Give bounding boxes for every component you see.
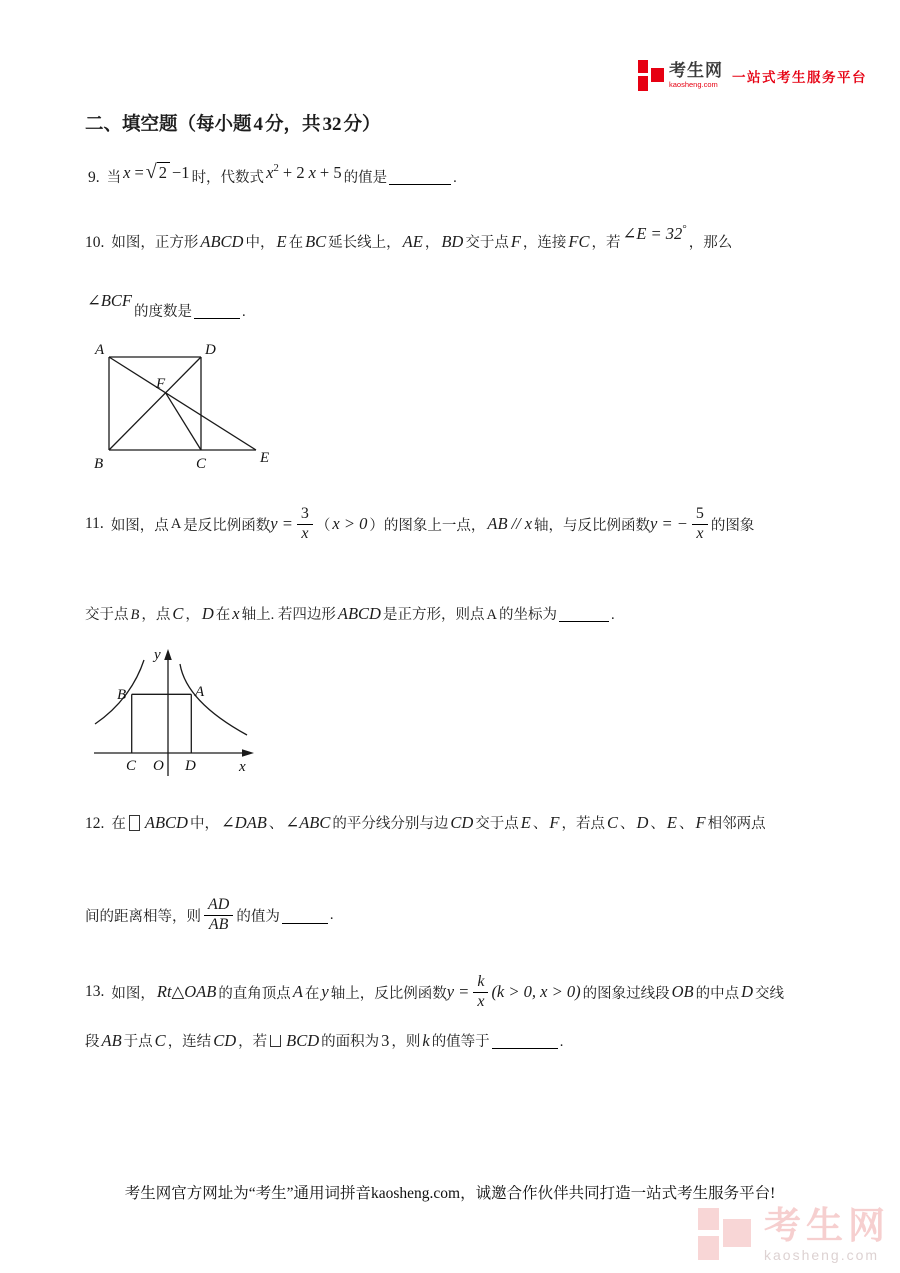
sqrt-expression: √ 2 (146, 162, 170, 182)
logo-name-group (669, 62, 723, 89)
fig2-label-O: O (153, 758, 164, 774)
watermark-name-group (764, 1204, 890, 1263)
diagonal-bd (109, 357, 201, 450)
kaosheng-watermark (698, 1206, 890, 1262)
parallelogram-symbol (129, 815, 140, 831)
question-number: 11. (85, 515, 104, 532)
question-12-line1: 12. 在 ABCD 中， ∠DAB 、 ∠ABC 的平分线分别与边 CD 交于点 E 、 F ，若点 C 、 D 、 E 、 F 相邻两点 (85, 813, 766, 832)
footer-text: 考生网官方网址为“考生”通用词拼音kaosheng.com，诚邀合作伙伴共同打造一站式考生服务平台! (124, 1185, 776, 1202)
fig2-label-x: x (239, 759, 246, 775)
fraction-ad-over-ab: $\frac{AD}{AB}$ (204, 896, 233, 934)
points-per-question: 4 (253, 114, 264, 135)
fig2-label-A: A (195, 684, 205, 700)
answer-blank (194, 316, 240, 319)
section-title: 二、填空题（每小题 4 分，共 32 分） (85, 110, 381, 136)
triangle-symbol (270, 1035, 281, 1047)
square-abcd (132, 694, 192, 753)
segment-ae (109, 357, 256, 450)
y-axis-arrow (164, 649, 172, 660)
fraction-3-over-x: $\frac{3}{x}$ (297, 505, 313, 543)
logo-block (638, 76, 648, 91)
kaosheng-logo (638, 60, 867, 91)
question-number: 9. (88, 169, 100, 186)
answer-blank (492, 1046, 558, 1049)
x-axis-arrow (242, 749, 254, 757)
q10-figure (88, 338, 280, 472)
fig1-label-E: E (260, 450, 270, 466)
watermark-block (723, 1219, 751, 1247)
question-10-line1: 10. 如图，正方形 ABCD 中， E 在 BC 延长线上， AE ， BD 交于点 F ，连接 FC ，若 ∠E = 32° ，那么 (85, 223, 733, 251)
fraction-5-over-x: $\frac{5}{x}$ (692, 505, 708, 543)
question-number: 10. (85, 234, 105, 251)
logo-tagline: 一站式考生服务平台 (732, 69, 867, 85)
logo-domain: kaosheng.com (669, 80, 718, 90)
fig2-label-D: D (185, 758, 196, 774)
section-title-text: 二、填空题（每小题 (85, 115, 252, 135)
question-number: 13. (85, 983, 105, 1000)
logo-site-name: 考生网 (669, 61, 723, 81)
watermark-block (698, 1236, 719, 1260)
total-points: 32 (322, 114, 342, 135)
hyperbola-right-branch (180, 664, 247, 735)
angle-bcf: ∠BCF (87, 291, 132, 310)
fig1-label-A: A (95, 342, 105, 358)
fig1-label-C: C (196, 456, 207, 472)
answer-blank (389, 182, 451, 185)
fig1-label-B: B (94, 456, 104, 472)
fig2-label-C: C (126, 758, 137, 774)
question-13-line1: 13. 如图， Rt△OAB 的直角顶点 A 在 y 轴上，反比例函数 y = $\frac{k}{x}$ (k > 0, x > 0) 的图象过线段 OB 的中点 D 交线 (85, 973, 785, 1010)
question-12-line2: 间的距离相等，则 $\frac{AD}{AB}$ 的值为 . (85, 896, 334, 933)
fraction-k-over-x: $\frac{k}{x}$ (473, 973, 488, 1011)
angle-equation: ∠E = 32° (622, 223, 687, 243)
fig1-label-D: D (205, 342, 216, 358)
fig2-label-y: y (154, 647, 161, 663)
watermark-site-name: 考生网 (764, 1204, 890, 1246)
question-10-line2: ∠BCF 的度数是 . (87, 291, 246, 320)
segment-fc (166, 393, 201, 450)
question-13-line2: 段 AB 于点 C ，连结 CD ，若 BCD 的面积为 3 ，则 k 的值等于 . (85, 1031, 564, 1050)
question-11-line2: 交于点 B ，点 C ， D 在 x 轴上. 若四边形 ABCD 是正方形，则点 A 的坐标为 . (85, 604, 615, 623)
logo-block (651, 68, 664, 82)
q11-figure (84, 646, 266, 788)
logo-block (638, 60, 648, 73)
math-x: x (123, 163, 131, 182)
kaosheng-watermark-icon (698, 1206, 754, 1262)
answer-blank (559, 619, 609, 622)
question-11-line1: 11. 如图，点 A 是反比例函数 y = $\frac{3}{x}$ （ x > 0 ）的图象上一点， AB // x 轴，与反比例函数 y = − $\frac{5}{x}$ 的图象 (85, 505, 755, 542)
watermark-domain: kaosheng.com (764, 1246, 880, 1263)
watermark-block (698, 1208, 719, 1230)
fig1-label-F: F (156, 376, 166, 392)
fig2-label-B: B (117, 687, 127, 703)
question-9: 9. 当 x = √ 2 −1 时，代数式 $x^2$ + 2 x + 5 的值是 . (88, 161, 457, 186)
question-number: 12. (85, 815, 105, 832)
polynomial: $x^2$ (266, 162, 279, 182)
kaosheng-logo-icon (638, 60, 665, 91)
answer-blank (282, 921, 328, 924)
